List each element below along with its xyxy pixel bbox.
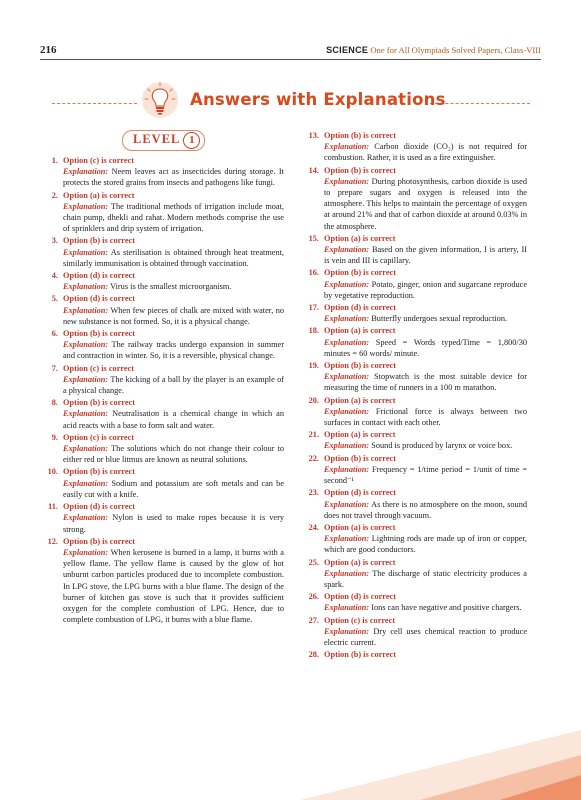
answer-item <box>303 165 527 232</box>
answer-option <box>47 536 284 547</box>
explanation-label: Explanation: <box>324 337 370 347</box>
explanation-text: Speed = Words typed/Time = 1,800/30 minutes = 60 words/ minute. <box>324 337 527 358</box>
page-number: 216 <box>40 44 57 56</box>
answer-item <box>303 130 527 164</box>
answer-option <box>308 615 527 626</box>
question-number: 7. <box>51 363 58 373</box>
explanation <box>63 512 284 534</box>
question-number: 21. <box>308 430 319 440</box>
option-text: Option (d) is correct <box>324 592 396 602</box>
explanation-label: Explanation: <box>324 441 370 451</box>
explanation-label: Explanation: <box>63 247 109 257</box>
answer-item <box>42 536 284 626</box>
explanation-text: Based on the given information, I is artery, II is vein and III is capillary. <box>324 245 527 266</box>
explanation-text: Nylon is used to make ropes because it is very strong. <box>63 513 285 534</box>
explanation <box>63 478 284 500</box>
explanation <box>324 141 527 163</box>
explanation-text: Frequency = 1/time period = 1/unit of time = second⁻¹ <box>324 464 527 486</box>
answer-option <box>308 130 527 141</box>
explanation-label: Explanation: <box>324 372 370 382</box>
question-number: 2. <box>51 190 58 200</box>
explanation <box>324 568 527 590</box>
answer-option <box>308 395 527 406</box>
answer-item <box>303 615 527 649</box>
level-badge <box>122 130 205 151</box>
answer-item <box>303 557 527 591</box>
explanation-label: Explanation: <box>63 282 109 292</box>
option-text: Option (d) is correct <box>63 271 135 281</box>
answer-option <box>308 522 527 533</box>
answer-option <box>51 155 284 166</box>
explanation-text: The kicking of a ball by the player is an example of a physical change. <box>63 374 284 396</box>
level-number: 1 <box>183 132 200 149</box>
explanation-label: Explanation: <box>63 201 109 211</box>
explanation-text: Stopwatch is the most suitable device for measuring the time of runners in a 100 m marathon. <box>324 372 527 393</box>
explanation <box>324 602 527 613</box>
answer-option <box>51 363 284 374</box>
question-number: 10. <box>47 467 58 477</box>
option-text: Option (d) is correct <box>63 294 135 304</box>
explanation-label: Explanation: <box>324 245 370 255</box>
option-text: Option (a) is correct <box>324 557 396 567</box>
explanation <box>324 337 527 359</box>
explanation-label: Explanation: <box>324 464 370 474</box>
explanation-label: Explanation: <box>324 499 370 509</box>
answer-option <box>308 360 527 371</box>
question-number: 11. <box>48 502 58 512</box>
question-number: 19. <box>308 361 319 371</box>
explanation-text: The discharge of static electricity produces a spark. <box>324 568 527 589</box>
explanation-text: Neutralisation is a chemical change in which an acid reacts with a base to form salt and water. <box>63 409 284 430</box>
header-rule <box>40 59 541 60</box>
explanation-text: Ions can have negative and positive chargers. <box>371 603 522 613</box>
explanation-text: Carbon dioxide (CO₂) is not required for combustion. Rather, it is used as a fire extinguisher. <box>324 142 527 163</box>
explanation-label: Explanation: <box>63 409 109 419</box>
answer-option <box>51 270 284 281</box>
explanation <box>63 166 284 188</box>
explanation <box>63 547 284 625</box>
explanation-text: During photosynthesis, carbon dioxide is used to prepare sugars and oxygen is released into the atmosphere. This helps to maintain the percentage of oxygen at around 21% and that of carbon dioxide at around 0.03% in the atmosphere. <box>324 176 527 231</box>
question-number: 18. <box>308 326 319 336</box>
explanation <box>324 371 527 393</box>
answer-item <box>303 395 527 429</box>
answers-right-column <box>303 130 527 661</box>
answer-item <box>42 155 284 189</box>
option-text: Option (b) is correct <box>63 236 135 246</box>
answers-left-column <box>42 155 284 626</box>
explanation-text: Frictional force is always between two surfaces in contact with each other. <box>324 406 527 428</box>
explanation <box>63 339 284 361</box>
explanation-text: Butterfly undergoes sexual reproduction. <box>371 314 508 324</box>
explanation <box>63 374 284 396</box>
explanation-label: Explanation: <box>324 314 370 324</box>
option-text: Option (c) is correct <box>324 615 396 625</box>
explanation-label: Explanation: <box>324 142 370 152</box>
question-number: 5. <box>51 294 58 304</box>
question-number: 1. <box>51 156 58 165</box>
question-number: 23. <box>308 488 319 498</box>
explanation <box>324 440 527 451</box>
answer-option <box>308 453 527 464</box>
answer-option <box>51 190 284 201</box>
question-number: 4. <box>51 271 58 281</box>
explanation-text: When few pieces of chalk are mixed with water, no new substance is not formed. So, it is a physical change. <box>63 305 284 326</box>
answer-item <box>303 267 527 301</box>
lightbulb-icon <box>140 80 180 120</box>
option-text: Option (b) is correct <box>324 650 396 660</box>
option-text: Option (d) is correct <box>324 303 396 313</box>
explanation-label: Explanation: <box>63 305 109 315</box>
explanation-label: Explanation: <box>63 513 109 523</box>
question-number: 17. <box>308 303 319 313</box>
answer-item <box>42 190 284 235</box>
answer-option <box>308 487 527 498</box>
answer-option <box>308 649 527 660</box>
answer-item <box>303 591 527 613</box>
option-text: Option (b) is correct <box>324 453 396 463</box>
answer-item <box>42 501 284 535</box>
answer-item <box>42 270 284 292</box>
option-text: Option (a) is correct <box>324 326 396 336</box>
answer-option <box>308 233 527 244</box>
answer-option <box>308 302 527 313</box>
answer-item <box>303 429 527 451</box>
explanation <box>324 406 527 428</box>
explanation <box>63 443 284 465</box>
explanation <box>63 247 284 269</box>
explanation-text: Lightning rods are made up of iron or copper, which are good conductors. <box>324 534 527 555</box>
question-number: 16. <box>308 268 319 278</box>
section-title: Answers with Explanations <box>190 90 446 109</box>
explanation <box>324 533 527 555</box>
question-number: 8. <box>51 398 58 408</box>
answer-option <box>47 466 284 477</box>
explanation-text: The traditional methods of irrigation include moat, chain pump, dhekli and rahat. Modern methods comprise the use of sprinklers and drip system of irrigation. <box>63 201 284 234</box>
option-text: Option (b) is correct <box>324 131 396 140</box>
answer-item <box>303 522 527 556</box>
option-text: Option (a) is correct <box>324 522 396 532</box>
option-text: Option (c) is correct <box>63 432 135 442</box>
option-text: Option (a) is correct <box>324 395 396 405</box>
answer-option <box>308 591 527 602</box>
explanation-label: Explanation: <box>324 176 370 186</box>
question-number: 28. <box>308 650 319 660</box>
answer-option <box>308 325 527 336</box>
option-text: Option (b) is correct <box>63 467 135 477</box>
explanation <box>324 176 527 232</box>
option-text: Option (b) is correct <box>63 398 135 408</box>
answer-item <box>42 432 284 466</box>
answer-option <box>308 165 527 176</box>
question-number: 6. <box>51 329 58 339</box>
option-text: Option (d) is correct <box>63 502 135 512</box>
answer-option <box>51 397 284 408</box>
answer-option <box>308 429 527 440</box>
explanation <box>324 464 527 486</box>
answer-item <box>303 325 527 359</box>
question-number: 20. <box>308 395 319 405</box>
answer-item <box>303 302 527 324</box>
explanation-label: Explanation: <box>63 478 109 488</box>
option-text: Option (c) is correct <box>63 156 135 165</box>
answer-option <box>51 293 284 304</box>
option-text: Option (b) is correct <box>324 165 396 175</box>
question-number: 27. <box>308 615 319 625</box>
explanation <box>324 313 527 324</box>
option-text: Option (b) is correct <box>324 361 396 371</box>
option-text: Option (b) is correct <box>63 329 135 339</box>
answer-item <box>42 363 284 397</box>
option-text: Option (d) is correct <box>324 488 396 498</box>
question-number: 13. <box>308 131 319 140</box>
option-text: Option (a) is correct <box>324 430 396 440</box>
explanation-text: Sound is produced by larynx or voice box. <box>371 441 513 451</box>
explanation-label: Explanation: <box>324 534 370 544</box>
explanation-label: Explanation: <box>324 603 370 613</box>
question-number: 22. <box>308 453 319 463</box>
explanation <box>324 626 527 648</box>
explanation-text: The railway tracks undergo expansion in summer and contraction in winter. So, it is a reversible, physical change. <box>63 340 284 361</box>
title-dash-left <box>52 103 137 104</box>
option-text: Option (b) is correct <box>324 268 396 278</box>
question-number: 26. <box>308 592 319 602</box>
explanation <box>324 499 527 521</box>
explanation-label: Explanation: <box>63 167 109 177</box>
explanation-label: Explanation: <box>63 374 109 384</box>
explanation-text: The solutions which do not change their colour to either red or blue litmus are known as neutral solutions. <box>63 444 284 465</box>
explanation-label: Explanation: <box>63 444 109 454</box>
explanation-label: Explanation: <box>324 568 370 578</box>
question-number: 25. <box>308 557 319 567</box>
header-book-title: One for All Olympiads Solved Papers, Class-VIII <box>370 45 541 55</box>
option-text: Option (a) is correct <box>324 233 396 243</box>
explanation <box>324 244 527 266</box>
answer-item <box>303 360 527 394</box>
answer-option <box>48 501 284 512</box>
question-number: 12. <box>47 536 58 546</box>
answer-item <box>42 235 284 269</box>
explanation-label: Explanation: <box>324 626 370 636</box>
header-subject: SCIENCE <box>326 45 369 55</box>
running-header <box>326 45 541 55</box>
answer-item <box>303 649 527 660</box>
explanation-text: Virus is the smallest microorganism. <box>110 282 232 292</box>
option-text: Option (c) is correct <box>63 363 135 373</box>
question-number: 15. <box>308 233 319 243</box>
question-number: 9. <box>51 432 58 442</box>
explanation-text: Neem leaves act as insecticides during storage. It protects the stored grains from insects and pathogens like fungi. <box>63 167 284 188</box>
answer-option <box>51 328 284 339</box>
answer-item <box>42 397 284 431</box>
answer-option <box>51 235 284 246</box>
option-text: Option (a) is correct <box>63 190 135 200</box>
explanation-text: When kerosene is burned in a lamp, it burns with a yellow flame. The yellow flame is caused by the glow of hot unburnt carbon particles produced due to incomplete combustion. In LPG stove, the LPG burns with a blue flame. The design of the burner of kitchen gas stove is such that it provides sufficient oxygen for the complete combustion of LPG. Hence, due to complete combustion of LPG, it burns with a blue flame. <box>63 547 284 625</box>
decorative-corner-graphic <box>0 720 581 800</box>
explanation-label: Explanation: <box>324 406 370 416</box>
explanation <box>63 201 284 235</box>
question-number: 3. <box>51 236 58 246</box>
explanation-label: Explanation: <box>63 340 109 350</box>
answer-item <box>303 487 527 521</box>
question-number: 24. <box>308 522 319 532</box>
answer-option <box>308 267 527 278</box>
answer-item <box>42 328 284 362</box>
option-text: Option (b) is correct <box>63 536 135 546</box>
explanation-text: Potato, ginger, onion and sugarcane reproduce by vegetative reproduction. <box>324 279 527 300</box>
explanation <box>63 305 284 327</box>
explanation-text: As there is no atmosphere on the moon, sound does not travel through vacuum. <box>324 499 528 520</box>
explanation-text: Sodium and potassium are soft metals and can be easily cut with a knife. <box>63 478 284 499</box>
answer-item <box>42 466 284 500</box>
answer-option <box>308 557 527 568</box>
explanation <box>63 281 284 292</box>
answer-option <box>51 432 284 443</box>
explanation <box>324 279 527 301</box>
answer-item <box>42 293 284 327</box>
answer-item <box>303 453 527 487</box>
question-number: 14. <box>308 165 319 175</box>
answer-item <box>303 233 527 267</box>
explanation-text: Dry cell uses chemical reaction to produce electric current. <box>324 626 528 647</box>
explanation-label: Explanation: <box>324 279 370 289</box>
explanation-text: As sterilisation is obtained through heat treatment, similarly immunisation is obtained through vaccination. <box>63 247 284 268</box>
explanation-label: Explanation: <box>63 547 109 557</box>
explanation <box>63 408 284 430</box>
level-label: LEVEL <box>133 132 181 146</box>
